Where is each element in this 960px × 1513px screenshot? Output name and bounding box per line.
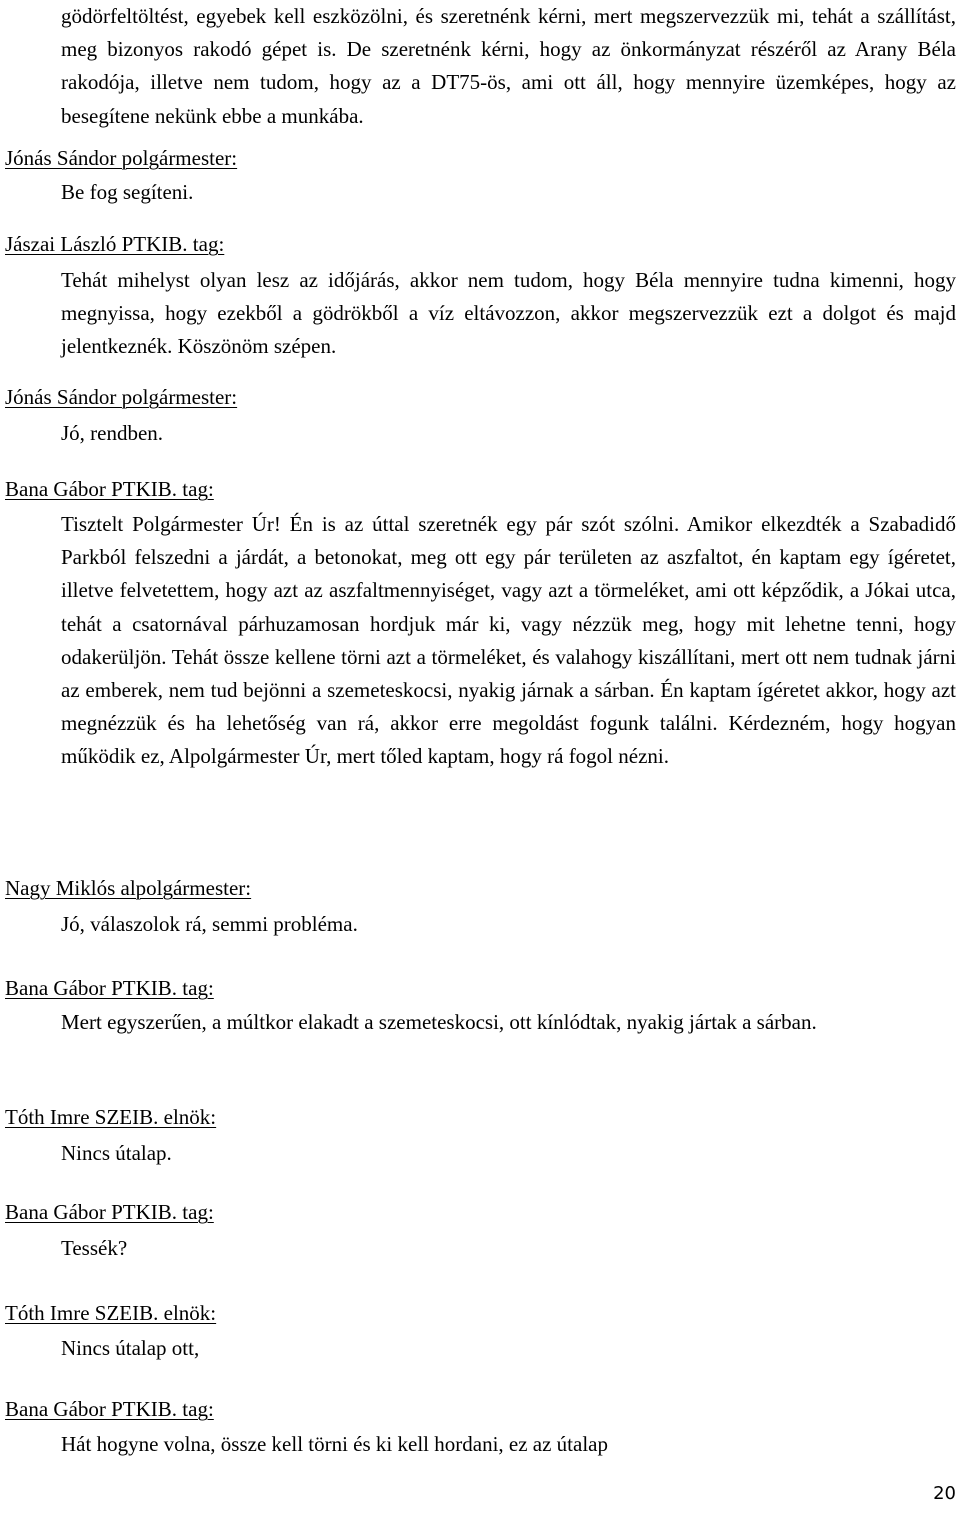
speaker-name: Jónás Sándor polgármester:	[5, 385, 238, 409]
speaker-name: Bana Gábor PTKIB. tag:	[5, 1397, 214, 1421]
lead-paragraph: gödörfeltöltést, egyebek kell eszközölni, és szeretnénk kérni, mert megszervezzük mi, tehát a szállítást, meg bizonyos rakodó gépet is. De szeretnénk kérni, hogy az önkormányzat részéről az Arany Béla rakodója, illetve nem tudom, hogy az a DT75-ös, ami ott áll, hogy mennyire üzemképes, hogy az besegítene nekünk ebbe a munkába.	[61, 4, 956, 128]
speech-text: Mert egyszerűen, a múltkor elakadt a szemeteskocsi, ott kínlódtak, nyakig jártak a sárban.	[61, 1010, 817, 1034]
speech-text: Tehát mihelyst olyan lesz az időjárás, akkor nem tudom, hogy Béla mennyire tudna kimenni, hogy megnyissa, hogy ezekből a gödrökből a víz eltávozzon, akkor megszervezzük ezt a dolgot és majd jelentkeznék. Köszönöm szépen.	[61, 268, 956, 359]
speaker-name: Tóth Imre SZEIB. elnök:	[5, 1301, 217, 1325]
speaker-name: Jónás Sándor polgármester:	[5, 146, 238, 170]
speaker-name: Nagy Miklós alpolgármester:	[5, 876, 252, 900]
speech-text: Nincs útalap.	[61, 1141, 172, 1165]
speech-text: Nincs útalap ott,	[61, 1336, 200, 1360]
speech-text: Tisztelt Polgármester Úr! Én is az úttal szeretnék egy pár szót szólni. Amikor elkezdték a Szabadidő Parkból felszedni a járdát, a betonokat, meg ott egy pár területen az aszfaltot, én kaptam egy ígéretet, illetve felvetettem, hogy azt az aszfaltmennyiséget, vagy azt a törmeléket, ami ott képződik, a Jókai utca, tehát a csatornával párhuzamosan hordjuk már ki, vagy nézzük meg, hogy mit lehetne tenni, hogy odakerüljön. Tehát össze kellene törni azt a törmeléket, és valahogy kiszállítani, mert ott nem tudnak járni az emberek, nem tud bejönni a szemeteskocsi, nyakig járnak a sárban. Én kaptam ígéretet akkor, hogy azt megnézzük és ha lehetőség van rá, akkor erre megoldást fogunk találni. Kérdezném, hogy hogyan működik ez, Alpolgármester Úr, mert tőled kaptam, hogy rá fogol nézni.	[61, 512, 956, 769]
speaker-name: Tóth Imre SZEIB. elnök:	[5, 1105, 217, 1129]
speech-text: Jó, válaszolok rá, semmi probléma.	[61, 912, 358, 936]
speech-text: Be fog segíteni.	[61, 180, 194, 204]
speech-text: Jó, rendben.	[61, 421, 164, 445]
speech-text: Hát hogyne volna, össze kell törni és ki kell hordani, ez az útalap	[61, 1432, 608, 1456]
speech-text: Tessék?	[61, 1236, 128, 1260]
speaker-name: Bana Gábor PTKIB. tag:	[5, 976, 214, 1000]
page-number: 20	[933, 1483, 956, 1504]
speaker-name: Bana Gábor PTKIB. tag:	[5, 477, 214, 501]
speaker-name: Jászai László PTKIB. tag:	[5, 232, 225, 256]
speaker-name: Bana Gábor PTKIB. tag:	[5, 1200, 214, 1224]
